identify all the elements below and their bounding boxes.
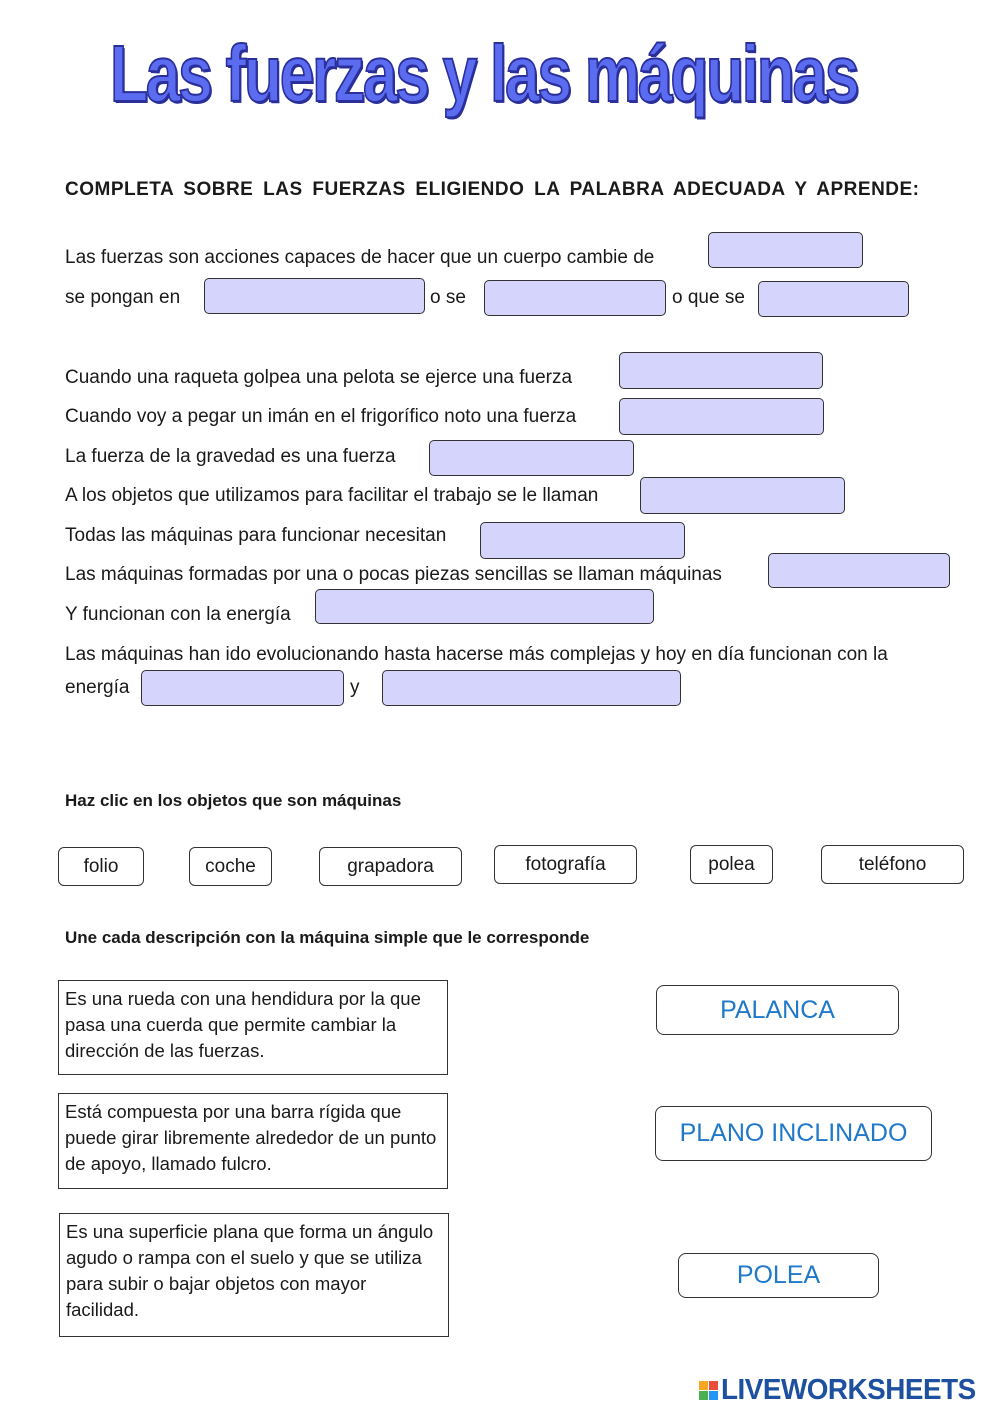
sentence-6: A los objetos que utilizamos para facilitar el trabajo se le llaman <box>65 485 599 506</box>
answer-blank-1[interactable] <box>708 232 863 268</box>
sentence-3: Cuando una raqueta golpea una pelota se ejerce una fuerza <box>65 367 573 388</box>
answer-blank-4[interactable] <box>758 281 909 317</box>
sentence-2c: o que se <box>672 287 745 308</box>
answer-blank-13[interactable] <box>382 670 681 706</box>
sentence-10: Las máquinas han ido evolucionando hasta hacerse más complejas y hoy en día funcionan con la <box>65 644 888 665</box>
target-palanca[interactable]: PALANCA <box>656 985 899 1035</box>
answer-blank-12[interactable] <box>141 670 344 706</box>
option-telefono[interactable]: teléfono <box>821 845 964 884</box>
option-fotografia[interactable]: fotografía <box>494 845 637 884</box>
page-title: Las fuerzas y las máquinas <box>110 29 858 118</box>
answer-blank-2[interactable] <box>204 278 425 314</box>
answer-blank-7[interactable] <box>429 440 634 476</box>
answer-blank-11[interactable] <box>315 589 654 624</box>
sentence-8: Las máquinas formadas por una o pocas piezas sencillas se llaman máquinas <box>65 564 722 585</box>
answer-blank-9[interactable] <box>480 522 685 559</box>
answer-blank-5[interactable] <box>619 352 823 389</box>
target-polea[interactable]: POLEA <box>678 1253 879 1298</box>
option-polea[interactable]: polea <box>690 845 773 884</box>
description-1[interactable]: Es una rueda con una hendidura por la que pasa una cuerda que permite cambiar la dirección de las fuerzas. <box>58 980 448 1075</box>
option-grapadora[interactable]: grapadora <box>319 847 462 886</box>
description-3[interactable]: Es una superficie plana que forma un ángulo agudo o rampa con el suelo y que se utiliza para subir o bajar objetos con mayor facilidad. <box>59 1213 449 1337</box>
section-heading-machines: Haz clic en los objetos que son máquinas <box>65 791 402 810</box>
answer-blank-8[interactable] <box>640 477 845 514</box>
liveworksheets-logo <box>699 1374 986 1407</box>
sentence-4: Cuando voy a pegar un imán en el frigorífico noto una fuerza <box>65 406 577 427</box>
logo-text: LIVEWORKSHEETS <box>720 1374 976 1406</box>
instructions: COMPLETA SOBRE LAS FUERZAS ELIGIENDO LA PALABRA ADECUADA Y APRENDE: <box>65 179 920 200</box>
target-plano-inclinado[interactable]: PLANO INCLINADO <box>655 1106 932 1161</box>
sentence-7: Todas las máquinas para funcionar necesitan <box>65 525 447 546</box>
option-folio[interactable]: folio <box>58 847 144 886</box>
sentence-11a: energía <box>65 677 130 698</box>
answer-blank-3[interactable] <box>484 280 666 316</box>
answer-blank-10[interactable] <box>768 553 950 588</box>
section-heading-match: Une cada descripción con la máquina simple que le corresponde <box>65 928 590 947</box>
sentence-2b: o se <box>430 287 466 308</box>
description-2[interactable]: Está compuesta por una barra rígida que puede girar libremente alrededor de un punto de apoyo, llamado fulcro. <box>58 1093 448 1189</box>
sentence-2a: se pongan en <box>65 287 181 308</box>
sentence-11b: y <box>350 677 360 698</box>
sentence-9: Y funcionan con la energía <box>65 604 291 625</box>
liveworksheets-logo-icon <box>699 1381 718 1400</box>
option-coche[interactable]: coche <box>189 847 272 886</box>
sentence-1: Las fuerzas son acciones capaces de hacer que un cuerpo cambie de <box>65 247 655 268</box>
answer-blank-6[interactable] <box>619 398 824 435</box>
sentence-5: La fuerza de la gravedad es una fuerza <box>65 446 396 467</box>
